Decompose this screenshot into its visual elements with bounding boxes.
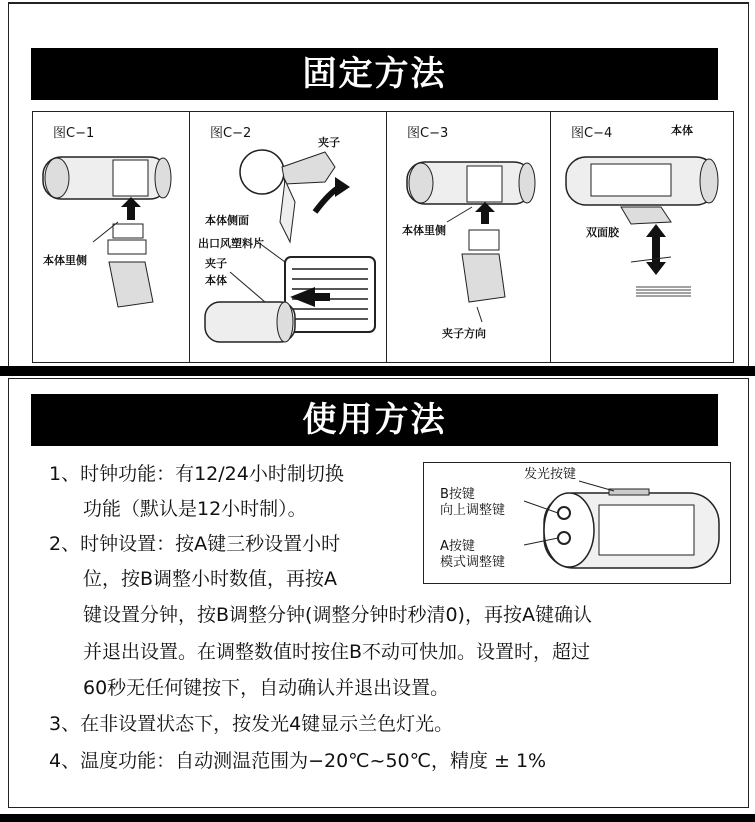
usage-line: 60秒无任何键按下，自动确认并退出设置。 bbox=[83, 677, 450, 699]
figure-c1-label: 本体里侧 bbox=[43, 254, 87, 267]
figure-c1-illustration bbox=[33, 112, 189, 362]
usage-line: 键设置分钟，按B调整分钟(调整分钟时秒清0)，再按A键确认 bbox=[83, 604, 592, 626]
usage-title: 使用方法 bbox=[31, 394, 718, 446]
usage-line: 2、时钟设置：按A键三秒设置小时 bbox=[49, 533, 341, 555]
usage-line: 3、在非设置状态下，按发光4键显示兰色灯光。 bbox=[49, 713, 454, 735]
figure-c1 bbox=[33, 112, 190, 362]
figure-c2-vent-label: 出口风塑料片 bbox=[198, 237, 264, 250]
figure-c4-body-label: 本体 bbox=[671, 124, 693, 137]
device-diagram bbox=[423, 462, 731, 584]
usage-line: 功能（默认是12小时制）。 bbox=[83, 498, 307, 520]
figure-c4-illustration bbox=[551, 112, 726, 362]
figure-c1-caption: 图C−1 bbox=[53, 126, 95, 141]
usage-section bbox=[8, 378, 749, 808]
figure-c2 bbox=[190, 112, 387, 362]
figure-c3 bbox=[387, 112, 551, 362]
figure-c2-caption: 图C−2 bbox=[210, 126, 252, 141]
bottom-bar bbox=[0, 814, 755, 822]
b-key-desc: 向上调整键 bbox=[440, 503, 506, 518]
usage-line: 4、温度功能：自动测温范围为−20℃~50℃，精度 ± 1% bbox=[49, 750, 547, 772]
figure-c2-side-label: 本体侧面 bbox=[205, 214, 249, 227]
figure-c4 bbox=[551, 112, 726, 362]
usage-line: 并退出设置。在调整数值时按住B不动可快加。设置时，超过 bbox=[83, 641, 591, 663]
a-key-desc: 模式调整键 bbox=[440, 555, 506, 570]
figure-c3-inside-label: 本体里侧 bbox=[402, 224, 446, 237]
figure-c4-tape-label: 双面胶 bbox=[586, 226, 619, 239]
figure-c2-body-label: 本体 bbox=[205, 274, 227, 287]
figure-c4-caption: 图C−4 bbox=[571, 126, 613, 141]
figure-row bbox=[32, 111, 734, 363]
figure-c3-caption: 图C−3 bbox=[407, 126, 449, 141]
a-key-label: A按键 bbox=[440, 539, 475, 554]
light-button-label: 发光按键 bbox=[524, 467, 577, 482]
usage-line: 位，按B调整小时数值，再按A bbox=[83, 568, 338, 590]
section-separator bbox=[0, 366, 755, 376]
figure-c2-clip-label: 夹子 bbox=[318, 136, 340, 149]
usage-line: 1、时钟功能：有12/24小时制切换 bbox=[49, 463, 344, 485]
figure-c2-clip2-label: 夹子 bbox=[205, 257, 227, 270]
mounting-title: 固定方法 bbox=[31, 48, 718, 100]
mounting-section bbox=[8, 2, 749, 367]
figure-c3-clip-direction-label: 夹子方向 bbox=[442, 327, 486, 340]
b-key-label: B按键 bbox=[440, 487, 475, 502]
